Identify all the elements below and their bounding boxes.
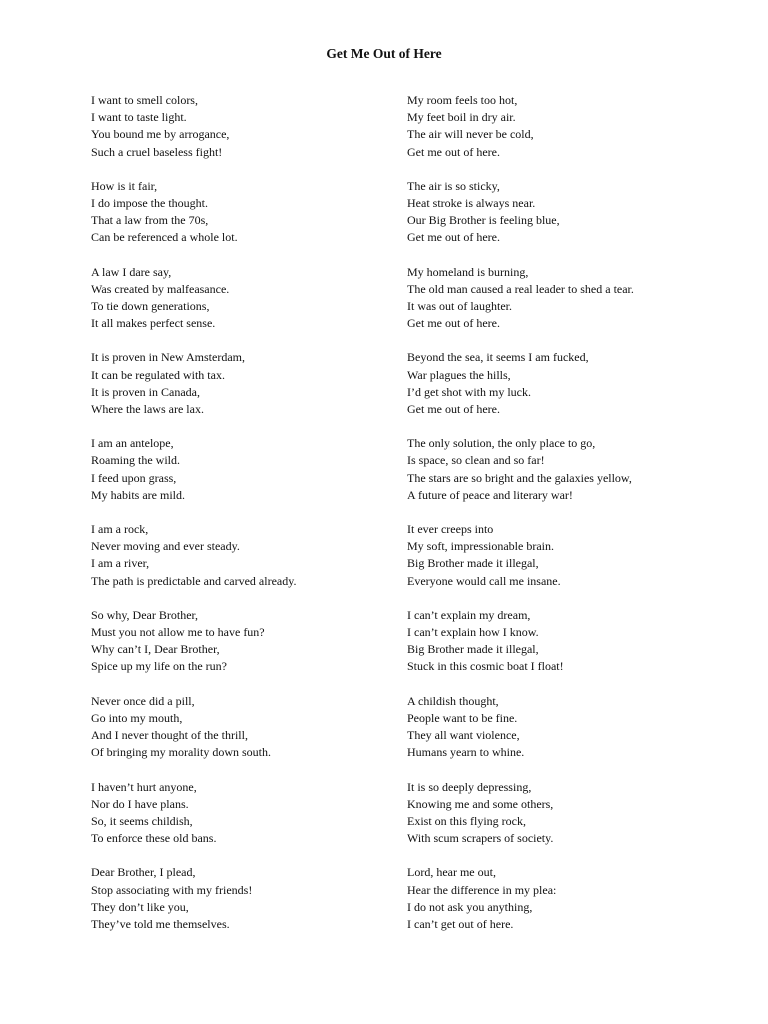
poem-line: The air is so sticky, [407,178,500,193]
poem-line: I haven’t hurt anyone, [91,779,197,794]
poem-line: Of bringing my morality down south. [91,745,271,760]
poem-line: My habits are mild. [91,487,185,502]
poem-line: I can’t explain my dream, [407,607,531,622]
left-stanza [91,864,391,933]
poem-line: My room feels too hot, [407,93,518,107]
poem-line: I am a rock, [91,522,149,537]
poem-line: I feed upon grass, [91,470,177,485]
poem-line: Why can’t I, Dear Brother, [91,642,220,657]
poem-line: I can’t get out of here. [407,916,514,931]
poem-line: Heat stroke is always near. [407,196,536,211]
poem-line: I am an antelope, [91,436,174,451]
poem-line: I can’t explain how I know. [407,625,539,640]
left-stanza [91,92,391,161]
poem-line: Roaming the wild. [91,453,180,468]
right-stanza [407,435,737,504]
poem-line: A law I dare say, [91,264,172,279]
right-stanza [407,521,737,590]
left-stanza [91,693,391,762]
poem-line: My feet boil in dry air. [407,110,516,125]
poem-line: A childish thought, [407,693,499,708]
poem-line: Spice up my life on the run? [91,659,227,674]
poem-line: Where the laws are lax. [91,402,204,417]
poem-line: I do not ask you anything, [407,899,533,914]
poem-line: Get me out of here. [407,402,500,417]
poem-line: I do impose the thought. [91,196,208,211]
poem-line: Beyond the sea, it seems I am fucked, [407,350,589,365]
left-column [91,92,391,950]
poem-line: Stuck in this cosmic boat I float! [407,659,564,674]
poem-line: The only solution, the only place to go, [407,436,596,451]
poem-line: The stars are so bright and the galaxies yellow, [407,470,632,485]
poem-line: Never once did a pill, [91,693,195,708]
poem-line: War plagues the hills, [407,367,511,382]
poem-line: I want to taste light. [91,110,187,125]
right-stanza [407,693,737,762]
poem-line: To tie down generations, [91,299,210,314]
poem-line: Never moving and ever steady. [91,539,240,554]
poem-line: How is it fair, [91,178,158,193]
left-stanza [91,779,391,848]
poem-line: Must you not allow me to have fun? [91,625,265,640]
right-stanza [407,607,737,676]
poem-line: That a law from the 70s, [91,213,209,228]
right-stanza [407,779,737,848]
poem-line: Dear Brother, I plead, [91,865,196,880]
poem-line: Stop associating with my friends! [91,882,253,897]
poem-line: Was created by malfeasance. [91,281,230,296]
poem-line: Get me out of here. [407,144,500,159]
poem-line: It is proven in New Amsterdam, [91,350,245,365]
poem-line: And I never thought of the thrill, [91,728,248,743]
left-stanza [91,178,391,247]
poem-line: Get me out of here. [407,230,500,245]
poem-line: It can be regulated with tax. [91,367,225,382]
poem-line: It is so deeply depressing, [407,779,532,794]
poem-line: They’ve told me themselves. [91,916,230,931]
poem-line: The air will never be cold, [407,127,534,142]
poem-line: Nor do I have plans. [91,796,189,811]
right-stanza [407,349,737,418]
poem-line: I want to smell colors, [91,93,198,107]
poem-line: A future of peace and literary war! [407,487,573,502]
poem-line: So why, Dear Brother, [91,607,199,622]
right-stanza [407,92,737,161]
poem-line: They all want violence, [407,728,520,743]
left-stanza [91,349,391,418]
poem-line: It is proven in Canada, [91,384,200,399]
poem-line: Exist on this flying rock, [407,813,526,828]
poem-line: The old man caused a real leader to shed a tear. [407,281,634,296]
right-stanza [407,264,737,333]
poem-line: Go into my mouth, [91,710,183,725]
poem-line: Can be referenced a whole lot. [91,230,238,245]
poem-line: People want to be fine. [407,710,518,725]
poem-line: My soft, impressionable brain. [407,539,554,554]
left-stanza [91,607,391,676]
poem-line: Such a cruel baseless fight! [91,144,223,159]
poem-line: It all makes perfect sense. [91,316,216,331]
poem-line: It was out of laughter. [407,299,512,314]
poem-line: Is space, so clean and so far! [407,453,545,468]
poem-line: Big Brother made it illegal, [407,556,539,571]
poem-line: My homeland is burning, [407,264,529,279]
poem-line: Our Big Brother is feeling blue, [407,213,560,228]
poem-line: So, it seems childish, [91,813,193,828]
poem-line: Big Brother made it illegal, [407,642,539,657]
poem-line: It ever creeps into [407,522,494,537]
poem-line: Humans yearn to whine. [407,745,525,760]
poem-title: Get Me Out of Here [326,46,442,61]
poem-line: Everyone would call me insane. [407,573,561,588]
left-stanza [91,264,391,333]
poem-line: They don’t like you, [91,899,189,914]
left-stanza [91,521,391,590]
poem-line: Lord, hear me out, [407,865,496,880]
poem-line: Get me out of here. [407,316,500,331]
poem-line: To enforce these old bans. [91,831,217,846]
right-stanza [407,178,737,247]
poem-line: With scum scrapers of society. [407,831,554,846]
poem-line: Knowing me and some others, [407,796,554,811]
left-stanza [91,435,391,504]
right-stanza [407,864,737,933]
poem-line: Hear the difference in my plea: [407,882,557,897]
poem-line: The path is predictable and carved already. [91,573,297,588]
right-column [407,92,737,950]
poem-line: I am a river, [91,556,150,571]
poem-line: You bound me by arrogance, [91,127,230,142]
poem-line: I’d get shot with my luck. [407,384,531,399]
